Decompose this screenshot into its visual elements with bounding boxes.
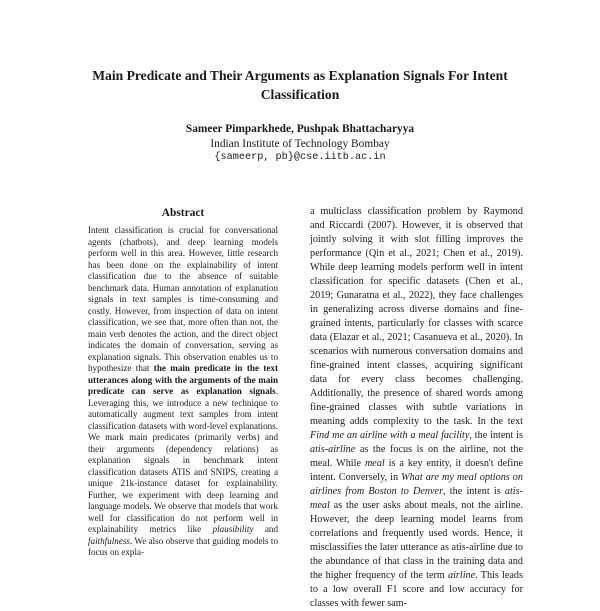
author-block bbox=[100, 122, 500, 166]
intro-part-5: , the intent is bbox=[443, 486, 505, 498]
intro-part-7: . This leads to a low overall F1 score and low accuracy for classes with fewer sam- bbox=[310, 570, 523, 610]
author-email: {sameerp, pb}@cse.iitb.ac.in bbox=[214, 152, 386, 163]
example-utterance-1: Find me an airline with a meal facility bbox=[310, 430, 470, 442]
intro-part-3: as the focus is on the airline, not the meal. While bbox=[310, 444, 523, 470]
intent-label-airline: atis-airline bbox=[310, 444, 356, 456]
abstract-bold-hypothesis: the main predicate in the text utterances along with the arguments of the main predicate can serve as explanation signals bbox=[88, 363, 278, 396]
abstract-term-faithfulness: faithfulness bbox=[88, 535, 130, 546]
intro-paragraph bbox=[310, 205, 523, 611]
term-airline: airline bbox=[448, 570, 476, 582]
example-utterance-2: What are my meal options on airlines from Boston to Denver bbox=[310, 472, 523, 498]
abstract-part-3: . We also observe that guiding models to focus on expla- bbox=[88, 535, 278, 557]
intro-part-1: a multiclass classification problem by Raymond and Riccardi (2007). However, it is observed that jointly solving it with slot filling improves the performance (Qin et al., 2021; Chen et al., 2019). While deep learning models perform well in intent classification for specific datasets (Chen et al., 2019; Gunaratna et al., 2022), they face challenges in generalizing across diverse domains and fine-grained intents, particularly for classes with scarce data (Elazar et al., 2021; Casanueva et al., 2020). In scenarios with numerous conversation domains and fine-grained intent classes, acquiring significant data for every class becomes challenging. Additionally, the presence of shared words among fine-grained classes with subtle variations in meaning adds complexity to the task. In the text bbox=[310, 206, 523, 428]
entity-meal: meal bbox=[364, 458, 385, 470]
intro-part-4: is a key entity, it doesn't define intent. Conversely, in bbox=[310, 458, 523, 484]
introduction-text bbox=[310, 205, 523, 611]
abstract-part-2: . Leveraging this, we introduce a new technique to automatically augment text samples from intent classification datasets with word-level explanations. We mark main predicates (primarily verbs) and their arguments (dependency relations) as explanation signals in benchmark intent classification datasets ATIS and SNIPS, creating a unique 21k-instance dataset for explainability. Further, we experiment with deep learning and language models. We observe that models that work well for classification do not perform well in explainability metrics like bbox=[88, 386, 278, 534]
abstract-term-plausibility: plausibility bbox=[212, 524, 254, 534]
author-names: Sameer Pimparkhede, Pushpak Bhattacharyya bbox=[185, 123, 415, 135]
abstract-text bbox=[88, 225, 278, 559]
abstract-and: and bbox=[253, 524, 278, 534]
intent-label-meal: atis-meal bbox=[310, 486, 523, 512]
abstract-part-1: Intent classification is crucial for conversational agents (chatbots), and deep learning models perform well in this area. However, little research has been done on the explainability of intent classification due to the absence of suitable benchmark data. Human annotation of explanation signals in text samples is time-consuming and costly. However, from inspection of data on intent classification, we see that, more often than not, the main verb denotes the action, and the direct object indicates the domain of conversation, serving as explanation signals. This observation enables us to hypothesize that bbox=[88, 225, 278, 373]
affiliation: Indian Institute of Technology Bombay bbox=[210, 137, 390, 150]
abstract-paragraph bbox=[88, 225, 278, 559]
abstract-heading: Abstract bbox=[161, 207, 205, 219]
intro-part-6: as the user asks about meals, not the airline. However, the deep learning model learns from correlations and frequently used words. Hence, it misclassifies the later utterance as atis-airline due to the abundance of that class in the training data and the higher frequency of the term bbox=[310, 500, 523, 582]
paper-title: Main Predicate and Their Arguments as Explanation Signals For Intent Classification bbox=[92, 68, 508, 102]
intro-part-2: , the intent is bbox=[469, 430, 523, 442]
